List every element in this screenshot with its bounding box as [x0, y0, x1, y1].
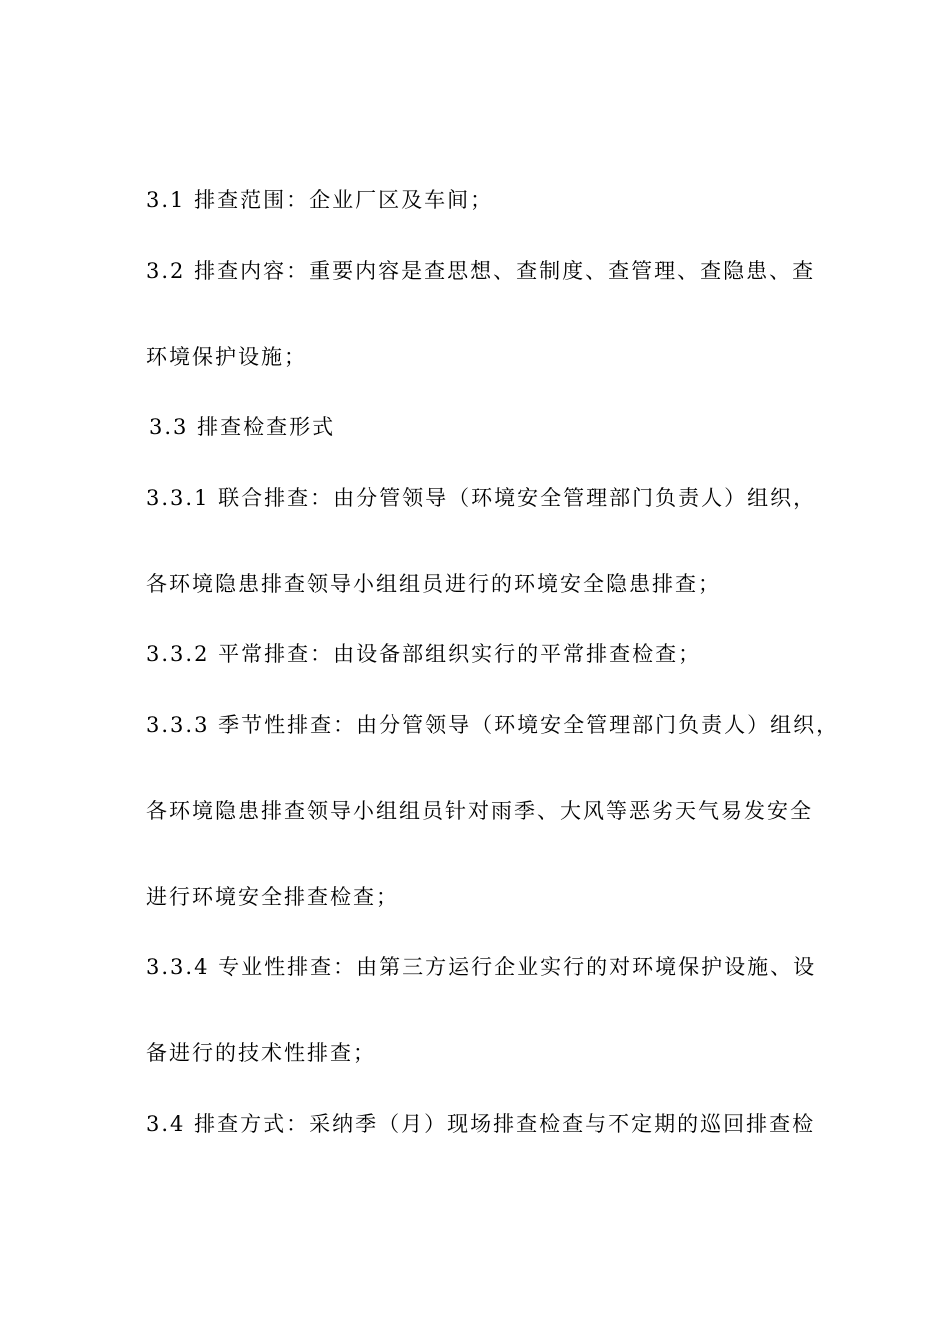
text-line-3-3-4: 3.3.4 专业性排查：由第三方运行企业实行的对环境保护设施、设	[146, 955, 817, 979]
text-line-3-1: 3.1 排查范围：企业厂区及车间；	[146, 188, 494, 212]
text-line-3-2: 3.2 排查内容：重要内容是查思想、查制度、查管理、查隐患、查	[146, 259, 816, 283]
text-line-3-3-3-cont2: 进行环境安全排查检查；	[146, 885, 399, 909]
text-line-3-2-cont: 环境保护设施；	[146, 345, 307, 369]
text-line-3-3-3: 3.3.3 季节性排查：由分管领导（环境安全管理部门负责人）组织，	[146, 713, 840, 737]
text-line-3-3-4-cont: 备进行的技术性排查；	[146, 1041, 376, 1065]
text-line-3-3-2: 3.3.2 平常排查：由设备部组织实行的平常排查检查；	[146, 642, 702, 666]
text-line-3-4: 3.4 排查方式：采纳季（月）现场排查检查与不定期的巡回排查检	[146, 1112, 816, 1136]
text-line-3-3-1-cont: 各环境隐患排查领导小组组员进行的环境安全隐患排查；	[146, 572, 721, 596]
text-line-3-3-1: 3.3.1 联合排查：由分管领导（环境安全管理部门负责人）组织，	[146, 486, 817, 510]
text-line-3-3-3-cont1: 各环境隐患排查领导小组组员针对雨季、大风等恶劣天气易发安全	[146, 799, 813, 823]
text-line-3-3: 3.3 排查检查形式	[149, 415, 336, 439]
